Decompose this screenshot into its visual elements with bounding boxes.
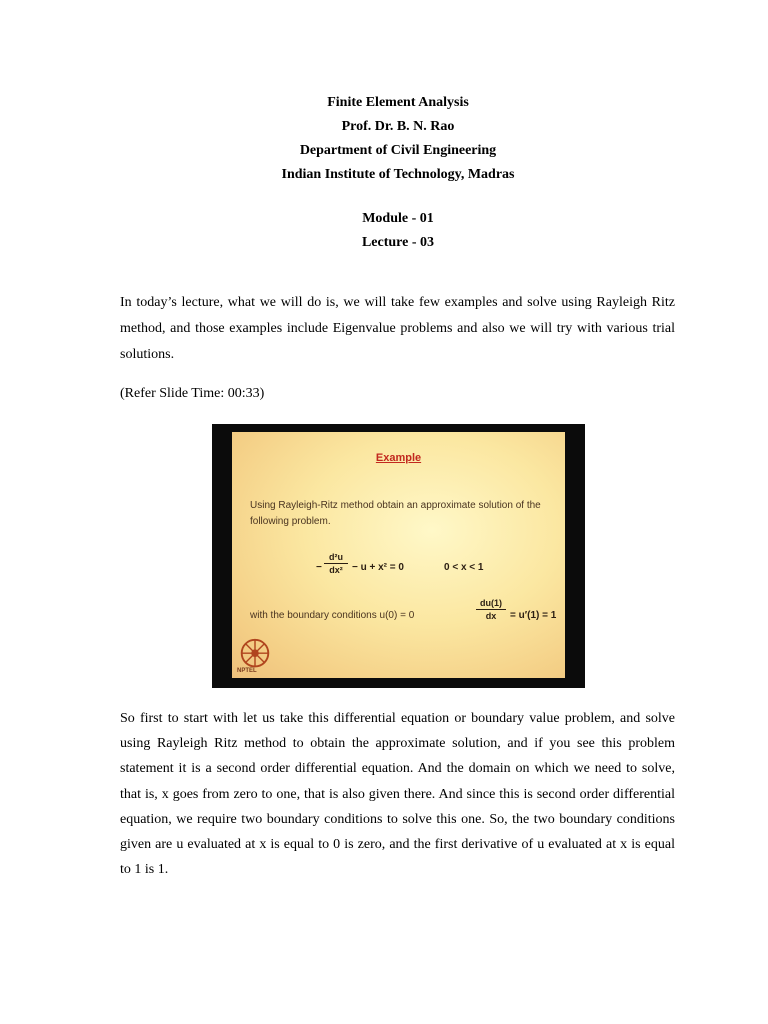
lecture-number: Lecture - 03: [361, 235, 435, 250]
module-number: Module - 01: [362, 211, 434, 226]
boundary-conditions-text: with the boundary conditions u(0) = 0: [250, 610, 415, 621]
bc-rest: = u′(1) = 1: [510, 610, 557, 621]
course-title: Finite Element Analysis: [327, 95, 469, 110]
slide-title: Example: [375, 452, 422, 464]
equation-rest: − u + x² = 0: [352, 562, 404, 573]
intro-paragraph: In today’s lecture, what we will do is, we will take few examples and solve using Rayleigh Ritz method, and those examples include Eigenvalue problems and also we will try with various trial solutions.: [120, 295, 675, 362]
institute-name: Indian Institute of Technology, Madras: [281, 167, 515, 182]
bc-denominator: dx: [485, 611, 497, 621]
slide-statement: Using Rayleigh-Ritz method obtain an approximate solution of the following problem.: [250, 500, 541, 527]
refer-slide-time: (Refer Slide Time: 00:33): [120, 386, 265, 401]
slide-content: [232, 432, 565, 678]
equation-denominator: dx²: [329, 565, 343, 575]
document-header: [0, 91, 768, 255]
body-paragraph: So first to start with let us take this differential equation or boundary value problem, and solve using Rayleigh Ritz method to obtain the approximate solution, and if you see this problem statement it is a second order differential equation. And the domain on which we need to solve, that is, x goes from zero to one, that is also given there. And since this is second order differential equation, we require two boundary conditions to solve this one. So, the two boundary conditions given are u evaluated at x is equal to 0 is zero, and the first derivative of u evaluated at x is equal to 1 is 1.: [120, 711, 675, 878]
professor-name: Prof. Dr. B. N. Rao: [341, 119, 455, 134]
nptel-logo-label: NPTEL: [237, 668, 257, 674]
equation-domain: 0 < x < 1: [444, 562, 484, 573]
department-name: Department of Civil Engineering: [299, 143, 497, 158]
bc-fraction: [476, 598, 506, 621]
equation-numerator: d²u: [329, 552, 343, 562]
slide-image: [212, 424, 585, 688]
bc-numerator: du(1): [480, 598, 502, 608]
equation-fraction: [324, 552, 348, 575]
equation-minus: −: [316, 562, 322, 573]
